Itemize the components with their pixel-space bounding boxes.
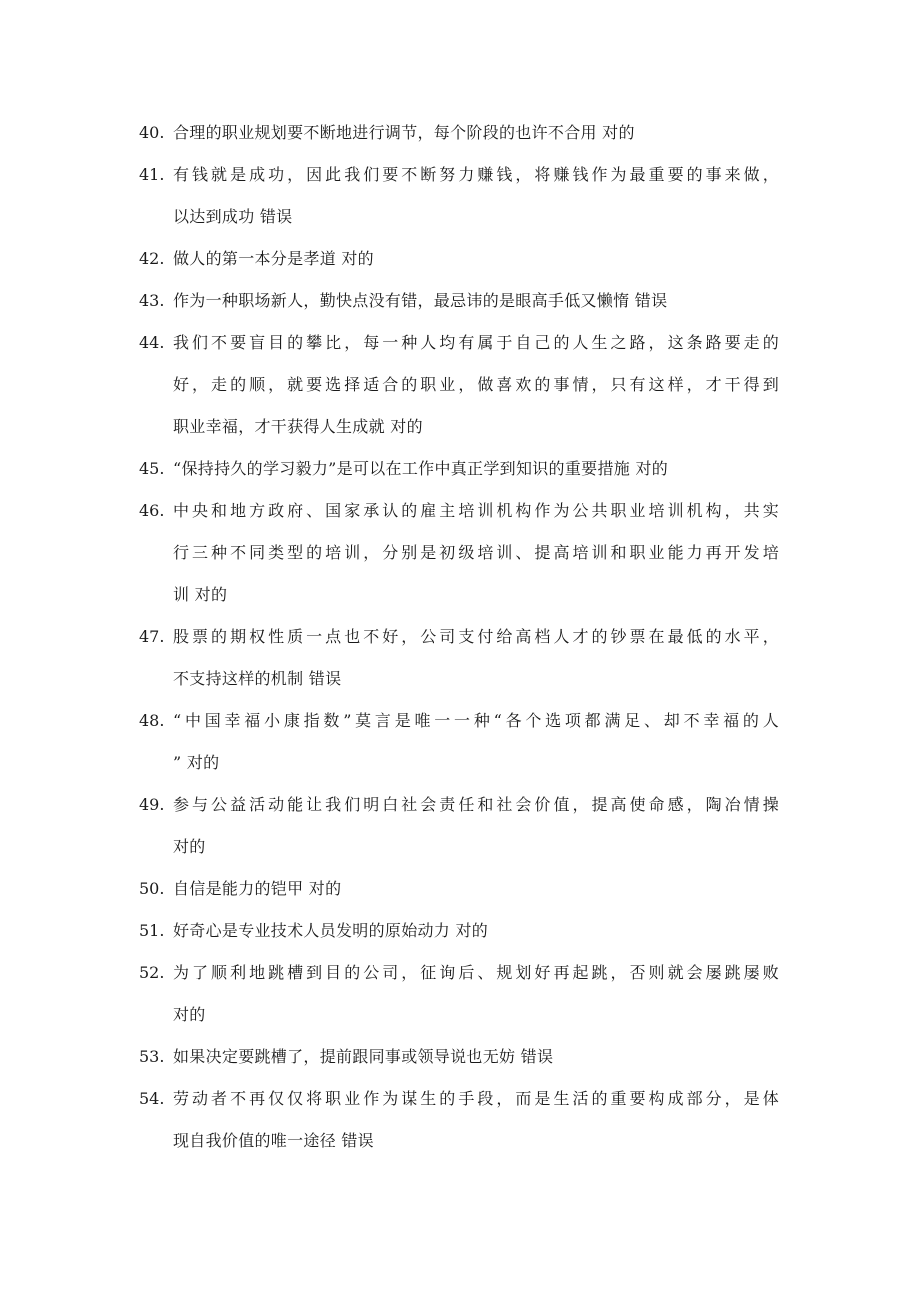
- item-line: 中央和地方政府、国家承认的雇主培训机构作为公共职业培训机构，共实: [173, 501, 779, 520]
- item-line: 做人的第一本分是孝道 对的: [173, 249, 374, 268]
- item-number: 50.: [139, 879, 165, 898]
- item-text: [173, 616, 779, 700]
- item-line: “保持持久的学习毅力”是可以在工作中真正学到知识的重要措施 对的: [173, 459, 669, 478]
- list-item: [139, 952, 779, 1036]
- item-line: 不支持这样的机制 错误: [173, 669, 342, 688]
- list-item: [139, 112, 779, 154]
- list-item: [139, 154, 779, 238]
- item-number: 49.: [139, 795, 165, 814]
- item-line: 为了顺利地跳槽到目的公司，征询后、规划好再起跳，否则就会屡跳屡败: [173, 963, 779, 982]
- item-text: [173, 490, 779, 616]
- item-text: [173, 1036, 779, 1078]
- item-number: 43.: [139, 291, 165, 310]
- question-list: [139, 112, 779, 1162]
- list-item: [139, 1036, 779, 1078]
- item-number: 46.: [139, 501, 165, 520]
- item-text: [173, 448, 779, 490]
- item-line: 行三种不同类型的培训，分别是初级培训、提高培训和职业能力再开发培: [173, 543, 779, 562]
- item-line: 现自我价值的唯一途径 错误: [173, 1131, 374, 1150]
- item-line: 自信是能力的铠甲 对的: [173, 879, 342, 898]
- item-number: 40.: [139, 123, 165, 142]
- item-text: [173, 280, 779, 322]
- item-text: [173, 952, 779, 1036]
- item-text: [173, 868, 779, 910]
- item-line: 股票的期权性质一点也不好，公司支付给高档人才的钞票在最低的水平，: [173, 627, 779, 646]
- item-line: 作为一种职场新人，勤快点没有错，最忌讳的是眼高手低又懒惰 错误: [173, 291, 668, 310]
- list-item: [139, 700, 779, 784]
- list-item: [139, 910, 779, 952]
- list-item: [139, 322, 779, 448]
- item-line: 我们不要盲目的攀比，每一种人均有属于自己的人生之路，这条路要走的: [173, 333, 779, 352]
- item-line: 参与公益活动能让我们明白社会责任和社会价值，提高使命感，陶冶情操: [173, 795, 779, 814]
- item-text: [173, 910, 779, 952]
- item-number: 54.: [139, 1089, 165, 1108]
- item-text: [173, 1078, 779, 1162]
- item-line: 好，走的顺，就要选择适合的职业，做喜欢的事情，只有这样，才干得到: [173, 375, 779, 394]
- item-line: 如果决定要跳槽了，提前跟同事或领导说也无妨 错误: [173, 1047, 554, 1066]
- item-text: [173, 784, 779, 868]
- item-line: 职业幸福，才干获得人生成就 对的: [173, 417, 423, 436]
- list-item: [139, 448, 779, 490]
- list-item: [139, 868, 779, 910]
- item-line: 劳动者不再仅仅将职业作为谋生的手段，而是生活的重要构成部分，是体: [173, 1089, 779, 1108]
- item-text: [173, 112, 779, 154]
- list-item: [139, 238, 779, 280]
- item-line: 对的: [173, 837, 206, 856]
- item-line: 有钱就是成功，因此我们要不断努力赚钱，将赚钱作为最重要的事来做，: [173, 165, 779, 184]
- item-text: [173, 700, 779, 784]
- item-number: 44.: [139, 333, 165, 352]
- item-number: 41.: [139, 165, 165, 184]
- item-line: 以达到成功 错误: [173, 207, 293, 226]
- list-item: [139, 784, 779, 868]
- item-text: [173, 154, 779, 238]
- list-item: [139, 616, 779, 700]
- list-item: [139, 1078, 779, 1162]
- item-text: [173, 322, 779, 448]
- list-item: [139, 280, 779, 322]
- item-number: 51.: [139, 921, 165, 940]
- item-line: 对的: [173, 1005, 206, 1024]
- item-number: 42.: [139, 249, 165, 268]
- item-number: 53.: [139, 1047, 165, 1066]
- item-line: 好奇心是专业技术人员发明的原始动力 对的: [173, 921, 489, 940]
- item-line: “中国幸福小康指数”莫言是唯一一种“各个选项都满足、却不幸福的人: [173, 711, 779, 730]
- item-number: 52.: [139, 963, 165, 982]
- item-line: ” 对的: [173, 753, 220, 772]
- list-item: [139, 490, 779, 616]
- item-line: 合理的职业规划要不断地进行调节，每个阶段的也许不合用 对的: [173, 123, 635, 142]
- item-number: 48.: [139, 711, 165, 730]
- item-text: [173, 238, 779, 280]
- item-number: 45.: [139, 459, 165, 478]
- item-number: 47.: [139, 627, 165, 646]
- item-line: 训 对的: [173, 585, 228, 604]
